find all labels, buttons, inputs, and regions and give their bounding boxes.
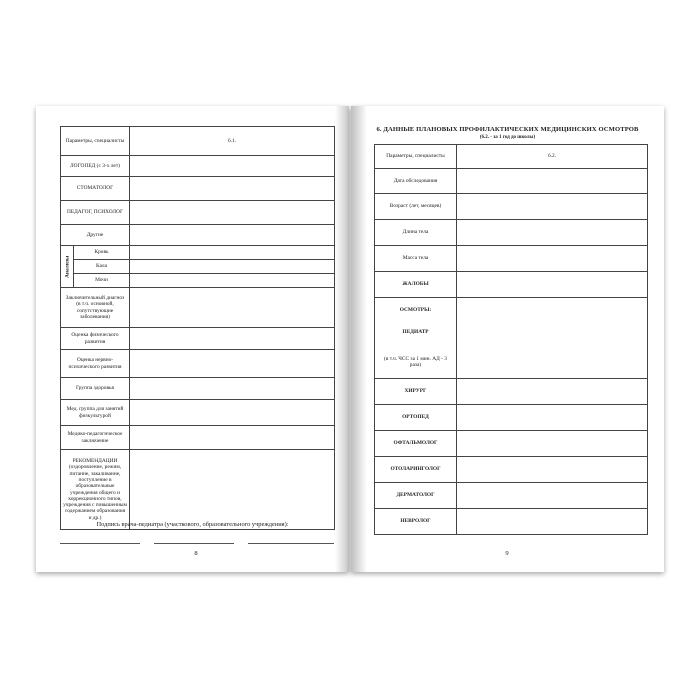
- table-row: [61, 127, 335, 156]
- row-value-cell[interactable]: [130, 450, 335, 530]
- row-label: ПЕДАГОГ, ПСИХОЛОГ: [61, 201, 130, 225]
- row-value-cell[interactable]: [457, 509, 648, 535]
- row-value-cell[interactable]: [457, 431, 648, 457]
- table-row: [61, 177, 335, 201]
- table-row: [375, 379, 648, 405]
- row-value-cell[interactable]: [457, 169, 648, 194]
- table-row: [61, 426, 335, 450]
- row-value-cell[interactable]: [457, 405, 648, 431]
- row-label: Оценка нервно-психического развития: [61, 350, 130, 378]
- row-label: Мед. группа для занятий физкультурой: [61, 400, 130, 426]
- header-col-cell: 6.2.: [457, 145, 648, 169]
- row-label: Дата обследования: [375, 169, 457, 194]
- table-row: [61, 274, 335, 288]
- gutter-shadow: [335, 106, 349, 572]
- left-page: [36, 106, 349, 572]
- row-value-cell[interactable]: [457, 483, 648, 509]
- table-row: [61, 400, 335, 426]
- row-value-cell[interactable]: [130, 400, 335, 426]
- table-row: [375, 483, 648, 509]
- open-booklet: [36, 106, 664, 572]
- table-row: [61, 328, 335, 350]
- table-row: [61, 225, 335, 246]
- row-label: Мочи: [74, 274, 130, 288]
- row-label: СТОМАТОЛОГ: [61, 177, 130, 201]
- section-subtitle: (6.2. - за 1 год до школы): [479, 135, 536, 140]
- row-value-cell[interactable]: [130, 328, 335, 350]
- table-row: [61, 350, 335, 378]
- row-value-cell[interactable]: [457, 194, 648, 220]
- row-label: ОСМОТРЫ:: [399, 307, 432, 313]
- row-label: Возраст (лет, месяцев): [375, 194, 457, 220]
- row-value-cell[interactable]: [130, 426, 335, 450]
- table-row: [375, 220, 648, 246]
- row-label: Длина тела: [375, 220, 457, 246]
- row-value-cell[interactable]: [130, 288, 335, 328]
- row-label: (в т.ч. ЧСС за 1 мин. АД - 3 раза): [384, 356, 447, 369]
- row-value-cell[interactable]: [457, 298, 648, 379]
- row-value-cell[interactable]: [457, 379, 648, 405]
- header-col-cell: 6.1.: [130, 127, 335, 156]
- row-value-cell[interactable]: [130, 177, 335, 201]
- page-number: 9: [505, 550, 509, 557]
- analyses-label: Анализы: [61, 246, 74, 288]
- table-row: [375, 194, 648, 220]
- section-title: 6. ДАННЫЕ ПЛАНОВЫХ ПРОФИЛАКТИЧЕСКИХ МЕДИЦИНСКИХ ОСМОТРОВ: [376, 126, 639, 133]
- row-value-cell[interactable]: [130, 260, 335, 274]
- row-value-cell[interactable]: [457, 272, 648, 298]
- row-label: ЛОГОПЕД (с 3-х лет): [61, 156, 130, 177]
- table-row: [61, 450, 335, 530]
- row-label: ХИРУРГ: [375, 379, 457, 405]
- row-label: НЕВРОЛОГ: [375, 509, 457, 535]
- signature-line[interactable]: [60, 543, 140, 544]
- table-row: [375, 298, 648, 379]
- table-row: [61, 246, 335, 260]
- row-label: Масса тела: [375, 246, 457, 272]
- row-value-cell[interactable]: [130, 350, 335, 378]
- row-label: ОТОЛАРИНГОЛОГ: [375, 457, 457, 483]
- row-label: ДЕРМАТОЛОГ: [375, 483, 457, 509]
- row-value-cell[interactable]: [130, 201, 335, 225]
- row-value-cell[interactable]: [457, 220, 648, 246]
- left-form-table: [60, 126, 335, 530]
- row-value-cell[interactable]: [130, 246, 335, 260]
- signature-label: Подпись врача-педиатра (участкового, образовательного учреждения):: [96, 521, 289, 528]
- row-label: ПЕДИАТР: [402, 329, 429, 335]
- table-row: [375, 405, 648, 431]
- row-value-cell[interactable]: [457, 246, 648, 272]
- header-param-cell: Параметры, специалисты: [61, 127, 130, 156]
- table-row: [375, 169, 648, 194]
- signature-line[interactable]: [154, 543, 234, 544]
- row-label: Оценка физического развития: [61, 328, 130, 350]
- table-row: [61, 378, 335, 400]
- row-value-cell[interactable]: [130, 156, 335, 177]
- table-row: [61, 260, 335, 274]
- row-value-cell[interactable]: [130, 274, 335, 288]
- table-row: [375, 457, 648, 483]
- row-label: Кала: [74, 260, 130, 274]
- row-value-cell[interactable]: [130, 225, 335, 246]
- row-label: ОФТАЛЬМОЛОГ: [375, 431, 457, 457]
- table-row: [375, 246, 648, 272]
- row-label: ЖАЛОБЫ: [375, 272, 457, 298]
- gutter-shadow: [351, 106, 367, 572]
- table-row: [61, 288, 335, 328]
- row-label: РЕКОМЕНДАЦИИ (оздоровление, режим, питание, закаливание, поступление в образовательные учреждения общего и коррекционного типов, учреждения с повышенным содержанием образования и др.): [61, 450, 130, 530]
- table-row: [375, 509, 648, 535]
- table-row: [375, 145, 648, 169]
- row-label: Заключительный диагноз (в т.ч. основной, сопутствующие заболевания): [61, 288, 130, 328]
- row-value-cell[interactable]: [130, 378, 335, 400]
- row-label: Кровь: [74, 246, 130, 260]
- row-label: Другие: [61, 225, 130, 246]
- row-label: Медико-педагогическое заключение: [61, 426, 130, 450]
- table-row: [61, 156, 335, 177]
- right-page: [351, 106, 664, 572]
- signature-line[interactable]: [248, 543, 334, 544]
- row-label: Группа здоровья: [61, 378, 130, 400]
- table-row: [61, 201, 335, 225]
- page-number: 8: [194, 550, 198, 557]
- header-param-cell: Параметры, специалисты: [375, 145, 457, 169]
- pediatrician-block: [375, 298, 457, 379]
- row-value-cell[interactable]: [457, 457, 648, 483]
- table-row: [375, 431, 648, 457]
- table-row: [375, 272, 648, 298]
- row-label: ОРТОПЕД: [375, 405, 457, 431]
- right-form-table: [374, 144, 648, 535]
